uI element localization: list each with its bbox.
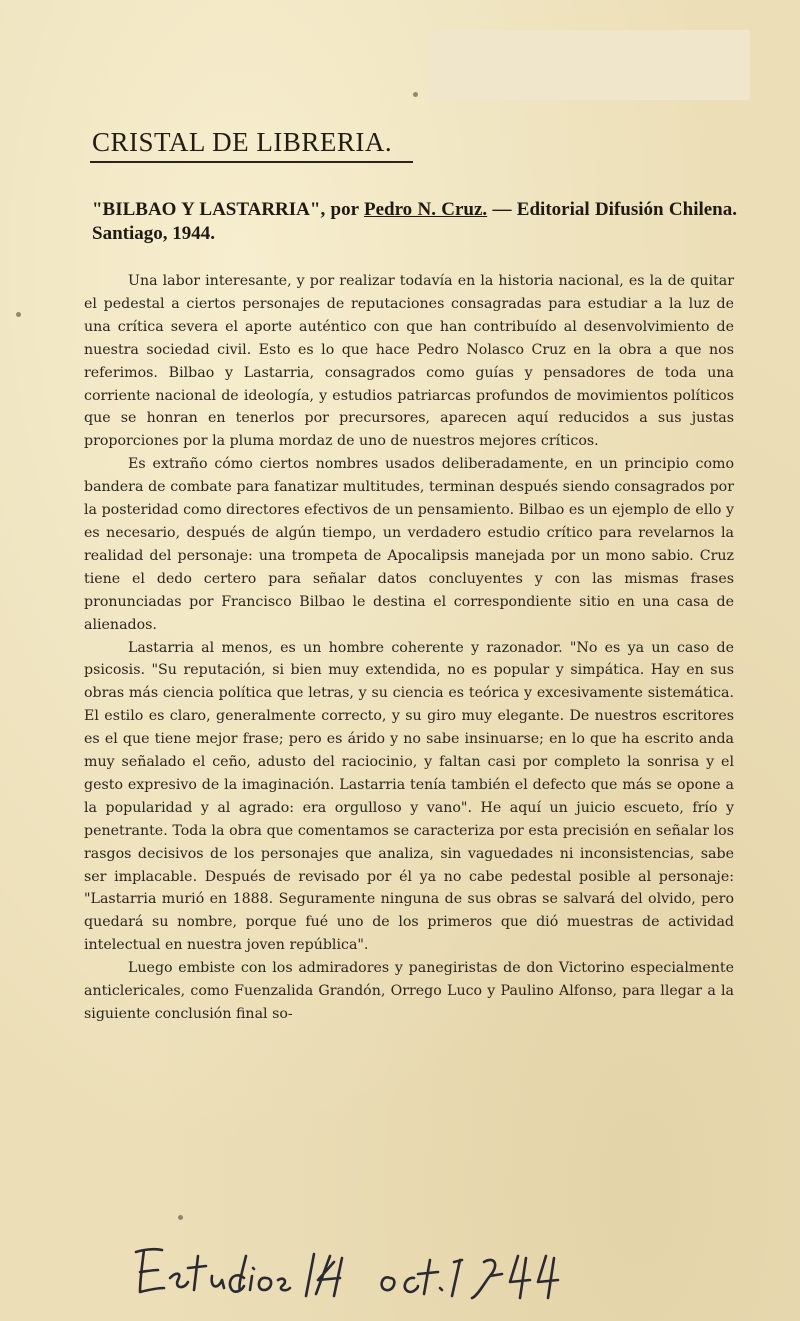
review-header — [92, 198, 737, 246]
paper-patch — [428, 30, 750, 100]
book-title: "BILBAO Y LASTARRIA", por — [92, 199, 359, 220]
handwritten-annotation — [128, 1238, 648, 1308]
section-title: CRISTAL DE LIBRERIA. — [92, 127, 393, 157]
book-author: Pedro N. Cruz. — [363, 199, 488, 220]
ink-speck — [413, 92, 418, 97]
ink-speck — [16, 312, 21, 317]
paragraph: Luego embiste con los admiradores y panegiristas de don Victorino especialmente anticlericales, como Fuenzalida Grandón, Orrego Luco y Paulino Alfonso, para llegar a la siguiente conclusión final so- — [84, 960, 734, 1022]
ink-speck — [178, 1215, 183, 1220]
paragraph: Lastarria al menos, es un hombre coherente y razonador. "No es ya un caso de psicosis. "Su reputación, si bien muy extendida, no es popular y simpática. Hay en sus obras más ciencia política que letras, y su ciencia es teórica y excesivamente sistemática. El estilo es claro, generalmente correcto, y su giro muy elegante. De nuestros escritores es el que tiene mejor frase; pero es árido y no sabe insinuarse; en lo que ha escrito anda muy señalado el ceño, adusto del raciocinio, y faltan casi por completo la sonrisa y el gesto expresivo de la imaginación. Lastarria tenía también el defecto que más se opone a la popularidad y al agrado: era orgulloso y vano". He aquí un juicio escueto, frío y penetrante. Toda la obra que comentamos se caracteriza por esta precisión en señalar los rasgos decisivos de los personajes que analiza, sin vaguedades ni inconsistencias, sabe ser implacable. Después de revisado por él ya no cabe pedestal posible al personaje: "Lastarria murió en 1888. Seguramente ninguna de sus obras se salvará del olvido, pero quedará su nombre, porque fué uno de los primeros que dió muestras de actividad intelectual en nuestra joven república". — [84, 639, 734, 954]
review-body — [84, 270, 734, 1026]
handwritten-annotation-drawing — [128, 1238, 648, 1308]
book-publisher: — Editorial Difusión Chilena. Santiago, 1944. — [92, 199, 737, 244]
paragraph: Una labor interesante, y por realizar todavía en la historia nacional, es la de quitar el pedestal a ciertos personajes de reputaciones consagradas para estudiar a la luz de una crítica severa el aporte auténtico con que han contribuído al desenvolvimiento de nuestra sociedad civil. Esto es lo que hace Pedro Nolasco Cruz en la obra a que nos referimos. Bilbao y Lastarria, consagrados como guías y pensadores de toda una corriente nacional de ideología, y estudios patriarcas profundos de movimientos políticos que se honran en tenerlos por precursores, aparecen aquí reducidos a sus justas proporciones por la pluma mordaz de uno de nuestros mejores críticos. — [84, 273, 734, 450]
section-title-underline — [90, 161, 413, 163]
paragraph: Es extraño cómo ciertos nombres usados deliberadamente, en un principio como bandera de combate para fanatizar multitudes, terminan después siendo consagrados por la posteridad como directores efectivos de un pensamiento. Bilbao es un ejemplo de ello y es necesario, después de algún tiempo, un verdadero estudio crítico para revelarnos la realidad del personaje: una trompeta de Apocalipsis manejada por un mono sabio. Cruz tiene el dedo certero para señalar datos concluyentes y con las mismas frases pronunciadas por Francisco Bilbao le destina el correspondiente sitio en una casa de alienados. — [84, 456, 734, 633]
